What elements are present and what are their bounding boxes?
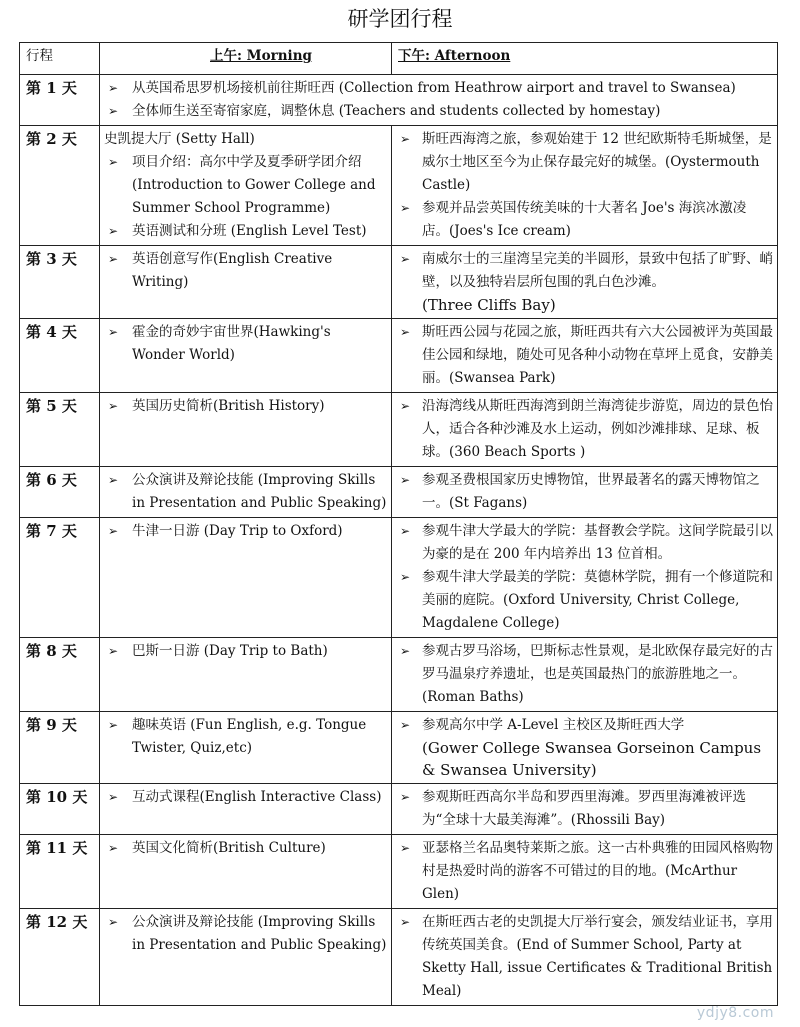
table-row: [20, 126, 778, 246]
list-item: ➢ 巴斯一日游 (Day Trip to Bath): [104, 640, 387, 663]
afternoon-list: [396, 714, 773, 781]
afternoon-cell: [392, 467, 778, 518]
header-afternoon-cn: 下午: [398, 48, 425, 64]
morning-list: [104, 520, 387, 543]
table-row: [20, 784, 778, 835]
arrow-bullet-icon: ➢: [108, 718, 119, 732]
morning-cell: [100, 319, 392, 393]
list-item: ➢ 参观斯旺西高尔半岛和罗西里海滩。罗西里海滩被评选为“全球十大最美海滩”。(Rhossili Bay): [396, 786, 773, 832]
arrow-bullet-icon: ➢: [400, 252, 411, 266]
watermark: ydjy8.com: [696, 1005, 774, 1021]
day-label: 第 10 天: [20, 784, 100, 835]
afternoon-list: [396, 321, 773, 390]
arrow-bullet-icon: ➢: [400, 201, 411, 215]
morning-cell: [100, 835, 392, 909]
afternoon-list: [396, 469, 773, 515]
afternoon-list: [396, 520, 773, 635]
list-item: ➢ 牛津一日游 (Day Trip to Oxford): [104, 520, 387, 543]
table-row: [20, 638, 778, 712]
header-morning: [100, 43, 392, 75]
afternoon-cell: [392, 246, 778, 319]
day-label: 第 9 天: [20, 712, 100, 784]
morning-cell: [100, 784, 392, 835]
day-1-activities: [100, 75, 778, 126]
morning-cell: [100, 518, 392, 638]
list-item: ➢ 英语测试和分班 (English Level Test): [104, 220, 387, 243]
list-item: ➢ 斯旺西公园与花园之旅，斯旺西共有六大公园被评为英国最佳公园和绿地，随处可见各种小动物在草坪上觅食，安静美丽。(Swansea Park): [396, 321, 773, 390]
itinerary-table: [19, 42, 778, 1006]
header-afternoon-en: : Afternoon: [425, 48, 511, 64]
morning-list: [104, 714, 387, 760]
morning-cell: [100, 638, 392, 712]
morning-intro: 史凯提大厅 (Setty Hall): [104, 131, 255, 147]
list-item: ➢ 南威尔士的三崖湾呈完美的半圆形，景致中包括了旷野、峭壁，以及独特岩层所包围的乳白色沙滩。 (Three Cliffs Bay): [396, 248, 773, 316]
list-item: ➢ 英国文化简析(British Culture): [104, 837, 387, 860]
arrow-bullet-icon: ➢: [108, 841, 119, 855]
day-label: 第 3 天: [20, 246, 100, 319]
morning-list: [104, 248, 387, 294]
afternoon-list: [396, 786, 773, 832]
table-row: [20, 909, 778, 1006]
arrow-bullet-icon: ➢: [400, 718, 411, 732]
afternoon-cell: [392, 319, 778, 393]
list-item: ➢ 公众演讲及辩论技能 (Improving Skills in Presentation and Public Speaking): [104, 911, 387, 957]
list-item: ➢ 参观高尔中学 A-Level 主校区及斯旺西大学 (Gower College Swansea Gorseinon Campus & Swansea University): [396, 714, 773, 781]
day-label: 第 11 天: [20, 835, 100, 909]
morning-list: [104, 786, 387, 809]
list-item: ➢ 斯旺西海湾之旅，参观始建于 12 世纪欧斯特毛斯城堡，是威尔士地区至今为止保存最完好的城堡。(Oystermouth Castle): [396, 128, 773, 197]
arrow-bullet-icon: ➢: [108, 81, 119, 95]
list-item: ➢ 参观牛津大学最美的学院：莫德林学院，拥有一个修道院和美丽的庭院。(Oxford University, Christ College, Magdalene College): [396, 566, 773, 635]
list-item: ➢ 互动式课程(English Interactive Class): [104, 786, 387, 809]
list-item: ➢ 参观并品尝英国传统美味的十大著名 Joe's 海滨冰激凌店。(Joes's Ice cream): [396, 197, 773, 243]
day-label: 第 7 天: [20, 518, 100, 638]
arrow-bullet-icon: ➢: [400, 132, 411, 146]
afternoon-cell: [392, 835, 778, 909]
arrow-bullet-icon: ➢: [108, 915, 119, 929]
arrow-bullet-icon: ➢: [108, 224, 119, 238]
morning-cell: [100, 712, 392, 784]
afternoon-cell: [392, 784, 778, 835]
day-label: 第 8 天: [20, 638, 100, 712]
morning-list: [104, 321, 387, 367]
table-row: [20, 467, 778, 518]
page-title: 研学团行程: [347, 7, 453, 31]
day-label: 第 1 天: [20, 75, 100, 126]
list-item: ➢ 从英国希思罗机场接机前往斯旺西 (Collection from Heathrow airport and travel to Swansea): [104, 77, 773, 100]
table-header-row: [20, 43, 778, 75]
day-label: 第 12 天: [20, 909, 100, 1006]
afternoon-cell: [392, 909, 778, 1006]
list-item: ➢ 沿海湾线从斯旺西海湾到朗兰海湾徒步游览，周边的景色怡人，适合各种沙滩及水上运动，例如沙滩排球、足球、板球。(360 Beach Sports ): [396, 395, 773, 464]
arrow-bullet-icon: ➢: [108, 252, 119, 266]
arrow-bullet-icon: ➢: [108, 399, 119, 413]
arrow-bullet-icon: ➢: [400, 644, 411, 658]
arrow-bullet-icon: ➢: [400, 790, 411, 804]
morning-list: [104, 640, 387, 663]
morning-cell: [100, 246, 392, 319]
arrow-bullet-icon: ➢: [108, 473, 119, 487]
morning-cell: [100, 126, 392, 246]
list-item: ➢ 公众演讲及辩论技能 (Improving Skills in Presentation and Public Speaking): [104, 469, 387, 515]
arrow-bullet-icon: ➢: [400, 325, 411, 339]
morning-cell: [100, 393, 392, 467]
list-item: ➢ 趣味英语 (Fun English, e.g. Tongue Twister, Quiz,etc): [104, 714, 387, 760]
arrow-bullet-icon: ➢: [400, 399, 411, 413]
arrow-bullet-icon: ➢: [108, 104, 119, 118]
arrow-bullet-icon: ➢: [400, 473, 411, 487]
morning-cell: [100, 909, 392, 1006]
morning-cell: [100, 467, 392, 518]
afternoon-place-name: (Three Cliffs Bay): [422, 296, 556, 314]
day-label: 第 5 天: [20, 393, 100, 467]
table-row: [20, 246, 778, 319]
arrow-bullet-icon: ➢: [400, 524, 411, 538]
afternoon-cell: [392, 518, 778, 638]
afternoon-cell: [392, 393, 778, 467]
arrow-bullet-icon: ➢: [108, 524, 119, 538]
arrow-bullet-icon: ➢: [108, 644, 119, 658]
afternoon-list: [396, 640, 773, 709]
afternoon-cell: [392, 712, 778, 784]
list-item: ➢ 亚瑟格兰名品奥特莱斯之旅。这一古朴典雅的田园风格购物村是热爱时尚的游客不可错过的目的地。(McArthur Glen): [396, 837, 773, 906]
afternoon-list: [396, 837, 773, 906]
list-item: ➢ 英国历史简析(British History): [104, 395, 387, 418]
header-morning-en: : Morning: [237, 48, 312, 64]
table-row: [20, 518, 778, 638]
arrow-bullet-icon: ➢: [400, 570, 411, 584]
day-label: 第 6 天: [20, 467, 100, 518]
list-item: ➢ 项目介绍：高尔中学及夏季研学团介绍 (Introduction to Gower College and Summer School Programme): [104, 151, 387, 220]
afternoon-cell: [392, 638, 778, 712]
list-item: ➢ 参观牛津大学最大的学院：基督教会学院。这间学院最引以为豪的是在 200 年内培养出 13 位首相。: [396, 520, 773, 566]
morning-list: [104, 837, 387, 860]
arrow-bullet-icon: ➢: [108, 325, 119, 339]
day-label: 第 2 天: [20, 126, 100, 246]
afternoon-list: [396, 128, 773, 243]
afternoon-cell: [392, 126, 778, 246]
table-row-day-1: [20, 75, 778, 126]
list-item: ➢ 英语创意写作(English Creative Writing): [104, 248, 387, 294]
morning-list: [104, 151, 387, 243]
arrow-bullet-icon: ➢: [108, 790, 119, 804]
day-label: 第 4 天: [20, 319, 100, 393]
morning-list: [104, 469, 387, 515]
list-item: ➢ 全体师生送至寄宿家庭，调整休息 (Teachers and students collected by homestay): [104, 100, 773, 123]
arrow-bullet-icon: ➢: [400, 915, 411, 929]
morning-list: [104, 911, 387, 957]
list-item: ➢ 霍金的奇妙宇宙世界(Hawking's Wonder World): [104, 321, 387, 367]
arrow-bullet-icon: ➢: [400, 841, 411, 855]
table-row: [20, 712, 778, 784]
list-item: ➢ 参观圣费根国家历史博物馆，世界最著名的露天博物馆之一。(St Fagans): [396, 469, 773, 515]
arrow-bullet-icon: ➢: [108, 155, 119, 169]
afternoon-list: [396, 248, 773, 316]
list-item: ➢ 参观古罗马浴场，巴斯标志性景观，是北欧保存最完好的古罗马温泉疗养遗址，也是英国最热门的旅游胜地之一。(Roman Baths): [396, 640, 773, 709]
header-morning-cn: 上午: [210, 48, 237, 64]
list-item: ➢ 在斯旺西古老的史凯提大厅举行宴会，颁发结业证书，享用传统英国美食。(End of Summer School, Party at Sketty Hall, issue Certificates & Traditional British Meal): [396, 911, 773, 1003]
header-day: 行程: [20, 43, 100, 75]
morning-list: [104, 395, 387, 418]
afternoon-list: [396, 911, 773, 1003]
afternoon-list: [396, 395, 773, 464]
table-row: [20, 835, 778, 909]
afternoon-place-name: (Gower College Swansea Gorseinon Campus & Swansea University): [422, 739, 762, 779]
table-row: [20, 393, 778, 467]
header-afternoon: [392, 43, 778, 75]
table-row: [20, 319, 778, 393]
